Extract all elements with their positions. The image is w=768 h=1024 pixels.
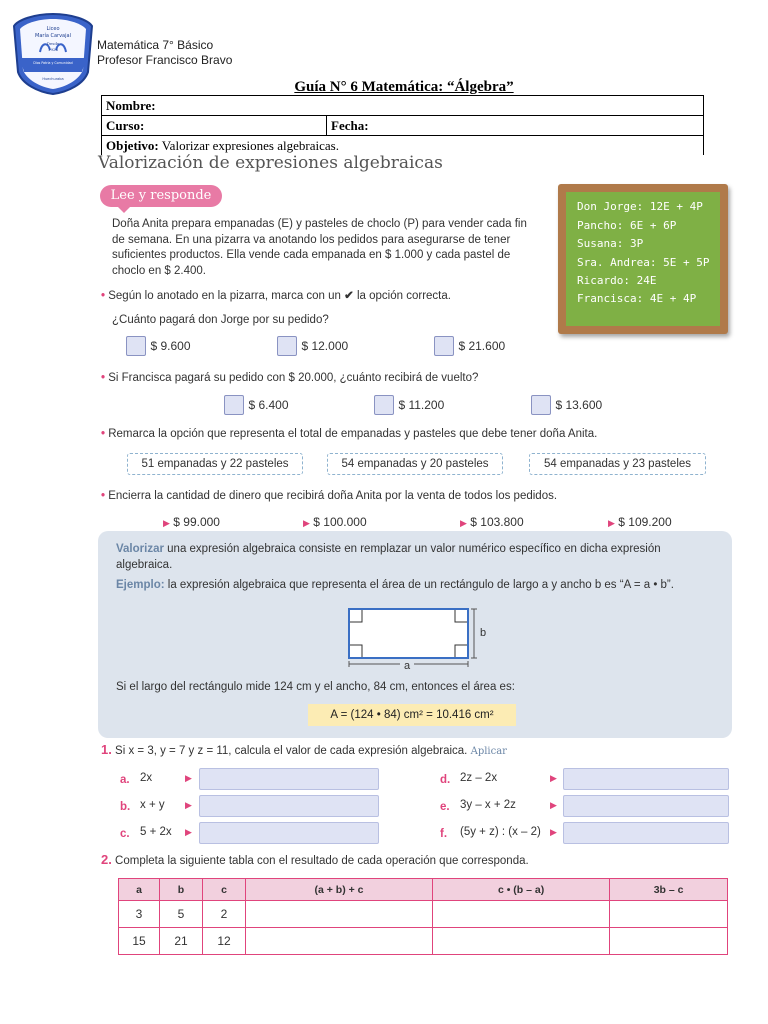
- date-field[interactable]: [327, 116, 704, 136]
- answer-input[interactable]: [199, 822, 379, 844]
- chalkboard: [558, 184, 728, 334]
- answer-cell[interactable]: [610, 901, 728, 928]
- item-expression: 2z – 2x: [460, 772, 498, 784]
- option-label: $ 13.600: [555, 398, 603, 413]
- guide-title: [0, 79, 768, 96]
- exercise-1-item-e: [440, 797, 730, 821]
- table-cell: 3: [119, 901, 160, 928]
- teacher-name: Profesor Francisco Bravo: [97, 53, 233, 67]
- board-line-ricardo: Ricardo: 24E: [577, 274, 657, 287]
- triangle-icon: ▶: [303, 518, 310, 528]
- board-line-pancho: Pancho: 6E + 6P: [577, 219, 677, 232]
- apply-tag: Aplicar: [470, 746, 507, 757]
- logo-text-5: Dios Patria y Comunidad: [33, 61, 73, 65]
- logo-text-6: Huechuraba: [42, 77, 64, 81]
- bullet-icon: •: [101, 490, 106, 502]
- item-expression: 3y – x + 2z: [460, 799, 516, 811]
- q1-option-3[interactable]: [434, 336, 505, 356]
- triangle-icon: ▶: [460, 518, 467, 528]
- triangle-icon: ▶: [163, 518, 170, 528]
- results-table: [118, 878, 728, 955]
- example-text: [116, 578, 726, 594]
- triangle-icon: ▶: [608, 518, 615, 528]
- keyword-valorizar: Valorizar: [116, 543, 164, 555]
- label-b: b: [480, 627, 487, 639]
- triangle-icon: ▶: [185, 800, 192, 810]
- area-formula: A = (124 • 84) cm² = 10.416 cm²: [308, 704, 516, 726]
- q1-option-1[interactable]: [126, 336, 191, 356]
- column-header: b: [160, 879, 203, 901]
- question-2: [101, 372, 478, 384]
- item-letter: b.: [120, 801, 131, 813]
- objective-text: Valorizar expresiones algebraicas.: [158, 137, 339, 153]
- question-1-text-b: la opción correcta.: [357, 290, 451, 302]
- q2-option-1[interactable]: [224, 395, 289, 415]
- exercise-1-item-a: [120, 770, 380, 794]
- q4-option-2[interactable]: [303, 515, 367, 529]
- student-info-table: [101, 95, 704, 155]
- course-name: Matemática 7° Básico: [97, 38, 214, 52]
- q3-option-3[interactable]: 54 empanadas y 23 pasteles: [529, 453, 706, 475]
- board-line-susana: Susana: 3P: [577, 237, 644, 250]
- intro-paragraph: Doña Anita prepara empanadas (E) y pasteles de choclo (P) para vender cada fin de semana. En una pizarra va anotando los pedidos para asegurarse de tener suficientes productos. Ella vende cada empanada en $ 1.000 y cada pastel de choclo en $ 2.400.: [112, 218, 527, 277]
- question-1: [101, 288, 451, 302]
- question-3: [101, 428, 597, 440]
- logo-text-1: Liceo: [46, 26, 60, 32]
- item-expression: (5y + z) : (x – 2): [460, 826, 541, 838]
- q3-option-2[interactable]: 54 empanadas y 20 pasteles: [327, 453, 503, 475]
- exercise-2-header: [101, 852, 529, 867]
- question-4: [101, 490, 557, 502]
- logo-text-2: María Carvajal: [35, 33, 71, 39]
- table-cell: 15: [119, 928, 160, 955]
- option-label: $ 9.600: [150, 339, 191, 354]
- option-label: $ 6.400: [248, 398, 289, 413]
- checkbox[interactable]: [277, 336, 297, 356]
- option-label: $ 11.200: [398, 398, 445, 413]
- definition-body: una expresión algebraica consiste en remplazar un valor numérico específico en dicha expresión algebraica.: [116, 543, 661, 571]
- q4-option-1[interactable]: [163, 515, 220, 529]
- triangle-icon: ▶: [550, 773, 557, 783]
- example-body: la expresión algebraica que representa el área de un rectángulo de largo a y ancho b es “A = a • b”.: [164, 579, 674, 591]
- exercise-1-item-d: [440, 770, 730, 794]
- triangle-icon: ▶: [185, 773, 192, 783]
- answer-input[interactable]: [199, 795, 379, 817]
- question-3-text: Remarca la opción que representa el total de empanadas y pasteles que debe tener doña Anita.: [108, 428, 598, 440]
- question-2-text: Si Francisca pagará su pedido con $ 20.000, ¿cuánto recibirá de vuelto?: [108, 372, 479, 384]
- bullet-icon: •: [101, 372, 106, 384]
- option-label: $ 109.200: [618, 515, 672, 529]
- table-cell: 21: [160, 928, 203, 955]
- bullet-icon: •: [101, 428, 106, 440]
- answer-input[interactable]: [563, 768, 729, 790]
- section-title: Valorización de expresiones algebraicas: [98, 153, 443, 173]
- exercise-1-header: [101, 742, 507, 757]
- question-1-text-a: Según lo anotado en la pizarra, marca con un: [108, 290, 341, 302]
- answer-input[interactable]: [563, 822, 729, 844]
- board-line-andrea: Sra. Andrea: 5E + 5P: [577, 256, 710, 269]
- answer-cell[interactable]: [433, 928, 610, 955]
- answer-input[interactable]: [199, 768, 379, 790]
- q1-option-2[interactable]: [277, 336, 348, 356]
- area-text: Si el largo del rectángulo mide 124 cm y el ancho, 84 cm, entonces el área es:: [116, 681, 515, 693]
- school-header: [97, 38, 232, 68]
- item-expression: 2x: [140, 772, 153, 784]
- name-field[interactable]: [102, 96, 704, 116]
- board-line-don-jorge: Don Jorge: 12E + 4P: [577, 200, 703, 213]
- answer-input[interactable]: [563, 795, 729, 817]
- bullet-icon: •: [101, 290, 106, 302]
- table-row: [119, 928, 728, 955]
- item-letter: a.: [120, 774, 130, 786]
- option-label: $ 103.800: [470, 515, 524, 529]
- column-header: c • (b – a): [433, 879, 610, 901]
- item-letter: e.: [440, 801, 450, 813]
- board-line-francisca: Francisca: 4E + 4P: [577, 292, 697, 305]
- answer-cell[interactable]: [610, 928, 728, 955]
- question-1-sub: ¿Cuánto pagará don Jorge por su pedido?: [112, 314, 329, 326]
- exercise-1-number: 1.: [101, 742, 112, 757]
- item-letter: f.: [440, 828, 448, 840]
- column-header: a: [119, 879, 160, 901]
- exercise-1-text: Si x = 3, y = 7 y z = 11, calcula el valor de cada expresión algebraica.: [115, 745, 468, 757]
- definition-text: [116, 542, 720, 573]
- course-field[interactable]: [102, 116, 327, 136]
- option-label: $ 99.000: [173, 515, 220, 529]
- chalkboard-surface: [566, 192, 720, 326]
- exercise-2-number: 2.: [101, 852, 112, 867]
- column-header: (a + b) + c: [246, 879, 433, 901]
- checkbox[interactable]: [224, 395, 244, 415]
- checkbox[interactable]: [434, 336, 454, 356]
- table-header-row: [119, 879, 728, 901]
- option-label: $ 12.000: [301, 339, 349, 354]
- name-label: Nombre:: [106, 97, 156, 113]
- course-label: Curso:: [106, 117, 145, 133]
- checkbox[interactable]: [126, 336, 146, 356]
- read-and-answer-badge: Lee y responde: [100, 185, 222, 207]
- logo-text-4: 1926: [47, 47, 59, 52]
- column-header: 3b – c: [610, 879, 728, 901]
- answer-cell[interactable]: [433, 901, 610, 928]
- guide-title-text: Guía N° 6 Matemática: “Álgebra”: [294, 79, 514, 95]
- exercise-1-item-b: [120, 797, 380, 821]
- checkmark-icon: ✔: [344, 290, 354, 302]
- logo-text-3: Desde: [46, 41, 60, 46]
- date-label: Fecha:: [331, 117, 369, 133]
- item-letter: d.: [440, 774, 451, 786]
- item-letter: c.: [120, 828, 130, 840]
- answer-cell[interactable]: [246, 928, 433, 955]
- checkbox[interactable]: [374, 395, 394, 415]
- q3-option-1[interactable]: 51 empanadas y 22 pasteles: [127, 453, 303, 475]
- table-cell: 2: [203, 901, 246, 928]
- label-a: a: [403, 660, 411, 671]
- column-header: c: [203, 879, 246, 901]
- option-label: $ 21.600: [458, 339, 506, 354]
- item-expression: x + y: [140, 799, 165, 811]
- q2-option-2[interactable]: [374, 395, 444, 415]
- rectangle-diagram: [340, 603, 490, 671]
- triangle-icon: ▶: [550, 800, 557, 810]
- checkbox[interactable]: [531, 395, 551, 415]
- q4-option-3[interactable]: [460, 515, 524, 529]
- exercise-2-text: Completa la siguiente tabla con el resultado de cada operación que corresponda.: [115, 855, 529, 867]
- q4-option-4[interactable]: [608, 515, 672, 529]
- question-4-text: Encierra la cantidad de dinero que recibirá doña Anita por la venta de todos los pedidos.: [108, 490, 558, 502]
- triangle-icon: ▶: [550, 827, 557, 837]
- answer-cell[interactable]: [246, 901, 433, 928]
- table-cell: 12: [203, 928, 246, 955]
- exercise-1-item-c: [120, 824, 380, 848]
- item-expression: 5 + 2x: [140, 826, 172, 838]
- keyword-ejemplo: Ejemplo:: [116, 579, 165, 591]
- table-row: [119, 901, 728, 928]
- option-label: $ 100.000: [313, 515, 367, 529]
- table-cell: 5: [160, 901, 203, 928]
- triangle-icon: ▶: [185, 827, 192, 837]
- q2-option-3[interactable]: [531, 395, 602, 415]
- objective-label: Objetivo:: [106, 137, 159, 153]
- exercise-1-item-f: [440, 824, 730, 848]
